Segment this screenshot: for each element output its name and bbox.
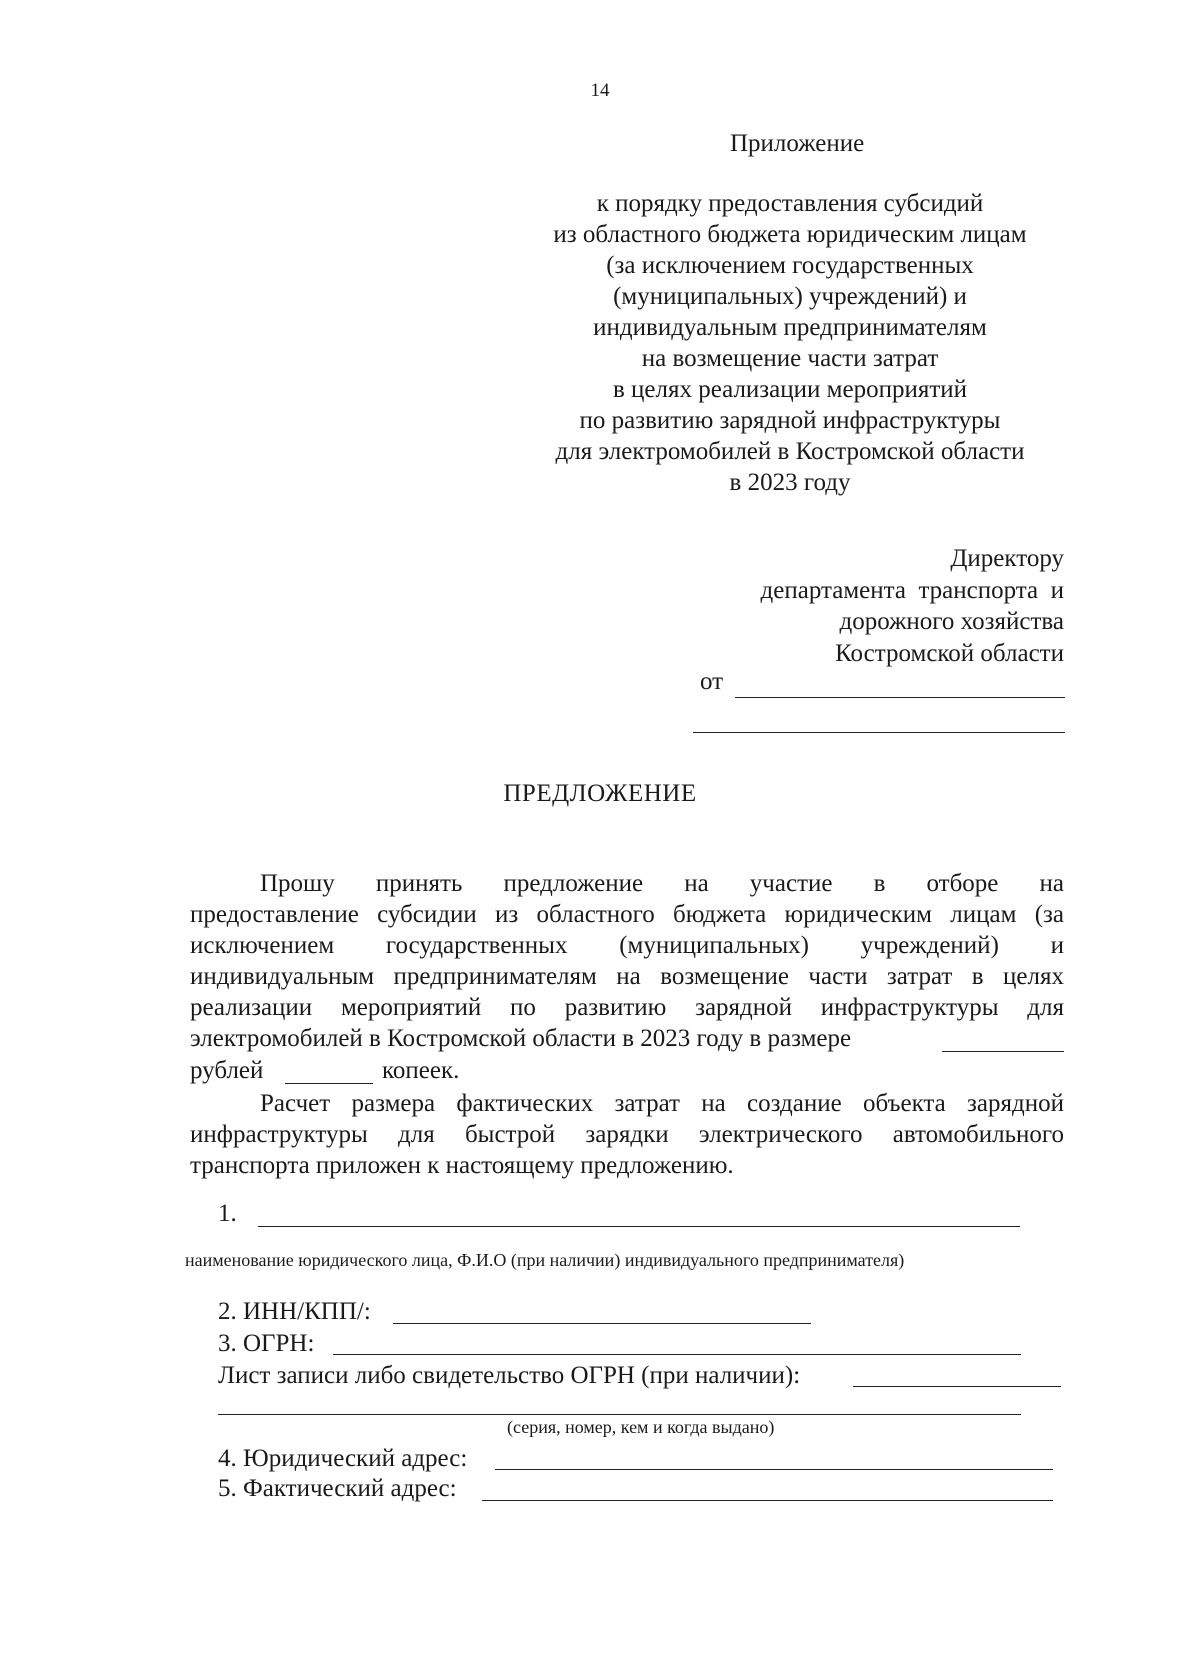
entity-name-caption: наименование юридического лица, Ф.И.О (при наличии) индивидуального предпринимателя) — [185, 1250, 905, 1270]
ogrn-sheet-blank[interactable] — [853, 1386, 1061, 1387]
paragraph-line: Расчет размера фактических затрат на создание объекта зарядной — [260, 1090, 1064, 1117]
amount-kopecks-blank[interactable] — [285, 1083, 373, 1084]
ogrn-sheet-blank-2[interactable] — [218, 1414, 1021, 1415]
legal-address-blank[interactable] — [495, 1469, 1053, 1470]
appendix-title: Приложение — [730, 130, 865, 157]
ogrn-label: 3. ОГРН: — [218, 1330, 315, 1357]
appendix-line: в 2023 году — [729, 469, 851, 496]
proposal-paragraph — [190, 868, 1064, 1054]
from-blank-line-1[interactable] — [735, 697, 1065, 698]
paragraph-line: электромобилей в Костромской области в 2023 году в размере — [190, 1025, 852, 1052]
paragraph-line: исключением государственных (муниципальных) учреждений) и — [190, 932, 1064, 959]
addressee-line: Костромской области — [835, 639, 1064, 667]
appendix-line: для электромобилей в Костромской области — [555, 438, 1025, 465]
from-blank-line-2[interactable] — [693, 732, 1065, 733]
paragraph-line: индивидуальным предпринимателям на возмещение части затрат в целях — [190, 963, 1064, 990]
calculation-paragraph — [190, 1088, 1064, 1181]
inn-kpp-label: 2. ИНН/КПП/: — [218, 1298, 371, 1325]
paragraph-line: предоставление субсидии из областного бюджета юридическим лицам (за — [190, 901, 1064, 928]
amount-rubles-blank[interactable] — [942, 1051, 1064, 1052]
page-number: 14 — [590, 80, 610, 101]
ogrn-blank[interactable] — [333, 1354, 1021, 1355]
addressee-line: Директору — [950, 545, 1064, 572]
from-label: от — [700, 668, 724, 695]
legal-address-label: 4. Юридический адрес: — [218, 1445, 468, 1472]
appendix-line: к порядку предоставления субсидий — [596, 190, 984, 217]
addressee-line: департамента транспорта и — [760, 576, 1064, 604]
ogrn-sheet-caption: (серия, номер, кем и когда выдано) — [507, 1417, 775, 1437]
paragraph-line: транспорта приложен к настоящему предложению. — [190, 1152, 734, 1179]
actual-address-blank[interactable] — [482, 1500, 1053, 1501]
inn-kpp-blank[interactable] — [393, 1323, 811, 1324]
actual-address-label: 5. Фактический адрес: — [218, 1475, 457, 1502]
paragraph-line: Прошу принять предложение на участие в отборе на — [260, 870, 1064, 897]
entity-name-blank[interactable] — [258, 1226, 1020, 1227]
appendix-line: индивидуальным предпринимателям — [593, 314, 987, 341]
paragraph-line: инфраструктуры для быстрой зарядки электрического автомобильного — [190, 1121, 1064, 1148]
addressee-block — [761, 543, 1064, 669]
appendix-line: (муниципальных) учреждений) и — [613, 283, 967, 310]
appendix-line: (за исключением государственных — [606, 252, 974, 279]
appendix-line: по развитию зарядной инфраструктуры — [579, 407, 1001, 434]
appendix-description — [510, 188, 1070, 498]
appendix-line: из областного бюджета юридическим лицам — [553, 221, 1027, 248]
item1-label: 1. — [218, 1200, 237, 1227]
ogrn-sheet-label: Лист записи либо свидетельство ОГРН (при наличии): — [218, 1362, 801, 1389]
appendix-line: в целях реализации мероприятий — [612, 376, 968, 403]
document-title: ПРЕДЛОЖЕНИЕ — [503, 780, 697, 807]
paragraph-line: реализации мероприятий по развитию зарядной инфраструктуры для — [190, 994, 1064, 1021]
addressee-line: дорожного хозяйства — [839, 608, 1064, 635]
appendix-line: на возмещение части затрат — [641, 345, 939, 372]
kopecks-label: копеек. — [382, 1057, 460, 1084]
rubles-label: рублей — [190, 1057, 264, 1084]
